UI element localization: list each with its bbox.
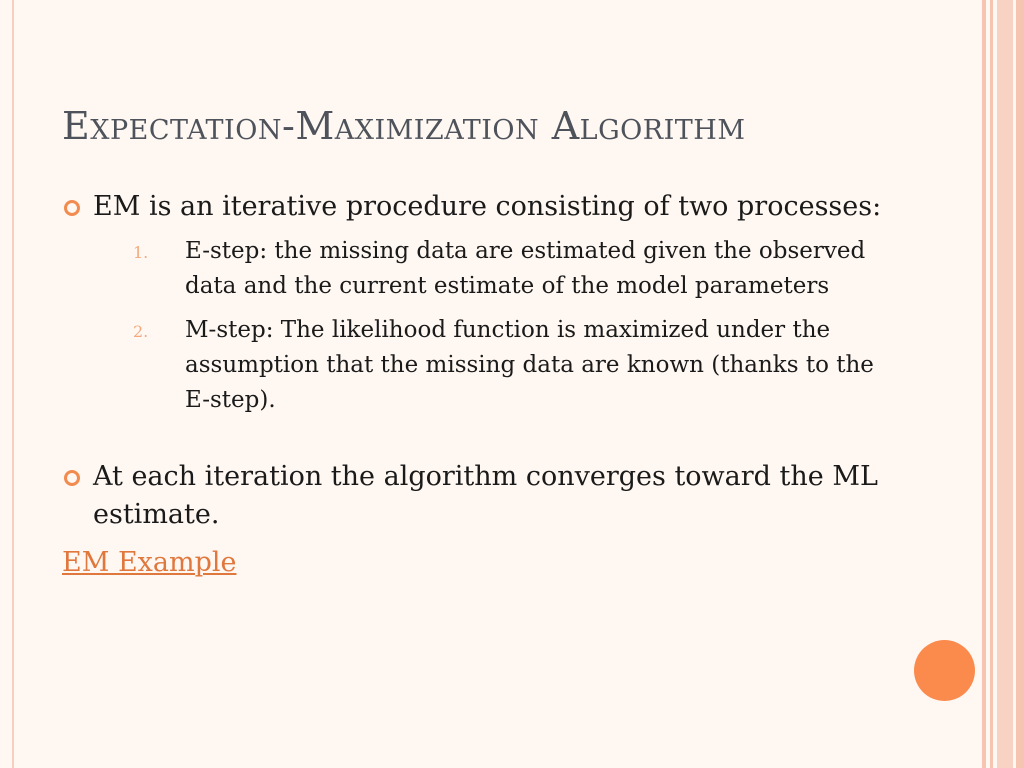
numbered-item: [93, 313, 892, 418]
slide-content: [62, 188, 892, 582]
numbered-item: [93, 234, 892, 304]
decorative-stripe: [1016, 0, 1024, 768]
item-number: 2.: [133, 322, 149, 341]
bullet-icon: [64, 200, 80, 216]
numbered-list: [93, 234, 892, 418]
decorative-stripe: [982, 0, 986, 768]
decorative-stripe: [990, 0, 993, 768]
left-border-line: [12, 0, 14, 768]
bullet-icon: [64, 470, 80, 486]
em-example-link[interactable]: EM Example: [62, 547, 237, 578]
bullet-text: EM is an iterative procedure consisting of two processes:: [93, 191, 882, 222]
item-number: 1.: [133, 243, 149, 262]
link-row: [62, 544, 892, 582]
item-text: E-step: the missing data are estimated given the observed data and the current estimate of the model parameters: [185, 238, 866, 299]
decorative-stripe: [997, 0, 1013, 768]
bullet-text: At each iteration the algorithm converges toward the ML estimate.: [93, 461, 878, 530]
decorative-circle: [914, 640, 975, 701]
bullet-item: [62, 188, 892, 418]
slide-title: Expectation-Maximization Algorithm: [62, 104, 746, 148]
item-text: M-step: The likelihood function is maximized under the assumption that the missing data are known (thanks to the E-step).: [185, 317, 874, 413]
bullet-item: [62, 458, 892, 534]
